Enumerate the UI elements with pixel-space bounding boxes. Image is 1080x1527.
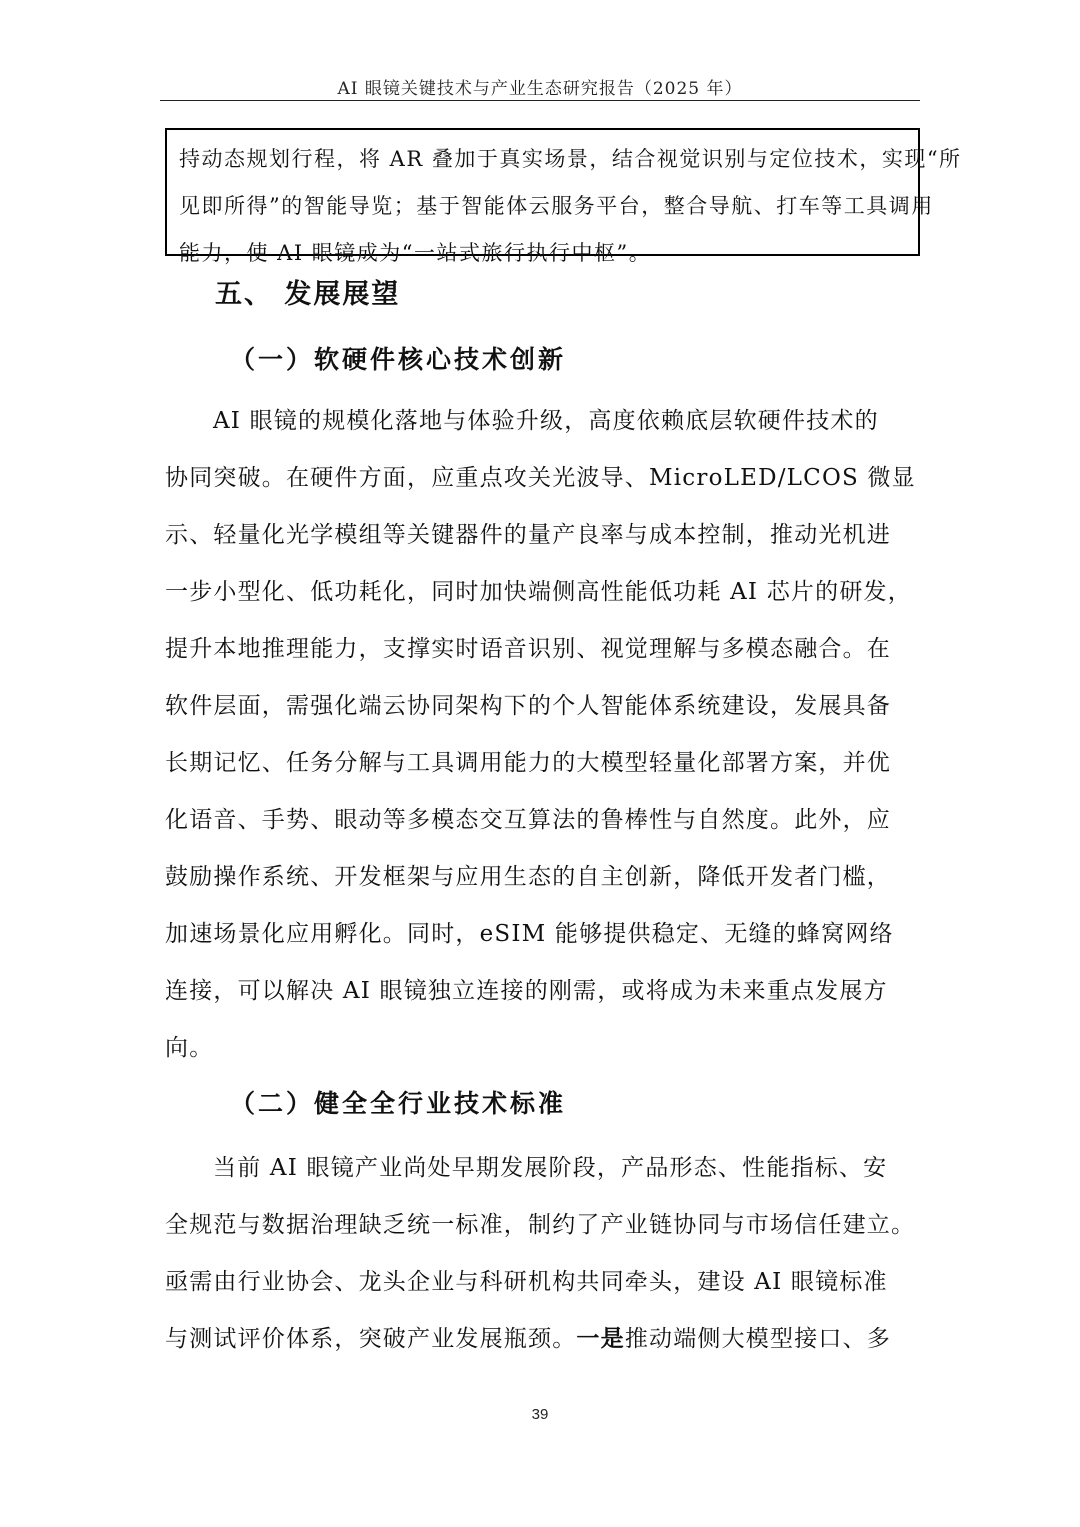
- subsection-title-1: （一）软硬件核心技术创新: [230, 345, 567, 374]
- paragraph-line: 一步小型化、低功耗化，同时加快端侧高性能低功耗 AI 芯片的研发，: [165, 579, 912, 605]
- boxed-excerpt-line: 持动态规划行程，将 AR 叠加于真实场景，结合视觉识别与定位技术，实现“所: [179, 147, 962, 171]
- paragraph-line: 当前 AI 眼镜产业尚处早期发展阶段，产品形态、性能指标、安: [213, 1155, 888, 1181]
- paragraph-line: 全规范与数据治理缺乏统一标准，制约了产业链协同与市场信任建立。: [165, 1212, 916, 1238]
- page-number: 39: [531, 1406, 549, 1423]
- paragraph-line: 长期记忆、任务分解与工具调用能力的大模型轻量化部署方案，并优: [165, 750, 891, 776]
- paragraph-line-tail: 推动端侧大模型接口、多: [624, 1326, 892, 1352]
- paragraph-line: 鼓励操作系统、开发框架与应用生态的自主创新，降低开发者门槛，: [165, 864, 891, 890]
- paragraph-line: 加速场景化应用孵化。同时，eSIM 能够提供稳定、无缝的蜂窝网络: [165, 921, 894, 947]
- paragraph-line: 亟需由行业协会、龙头企业与科研机构共同牵头，建设 AI 眼镜标准: [165, 1269, 888, 1295]
- paragraph-line: 软件层面，需强化端云协同架构下的个人智能体系统建设，发展具备: [165, 693, 891, 719]
- header-divider: [160, 100, 920, 101]
- paragraph-line: 提升本地推理能力，支撑实时语音识别、视觉理解与多模态融合。在: [165, 636, 891, 662]
- paragraph-line: 向。: [165, 1035, 214, 1061]
- paragraph-line: 示、轻量化光学模组等关键器件的量产良率与成本控制，推动光机进: [165, 522, 891, 548]
- paragraph-line: 协同突破。在硬件方面，应重点攻关光波导、MicroLED/LCOS 微显: [165, 465, 916, 491]
- section-title: 五、 发展展望: [215, 279, 401, 310]
- subsection-title-2: （二）健全全行业技术标准: [230, 1089, 567, 1118]
- boxed-excerpt-line: 能力，使 AI 眼镜成为“一站式旅行执行中枢”。: [179, 241, 652, 265]
- paragraph-line-text: 与测试评价体系，突破产业发展瓶颈。: [165, 1326, 577, 1352]
- bold-lead-text: 一是: [576, 1325, 625, 1352]
- paragraph-line: [165, 1320, 891, 1353]
- paragraph-line: 连接，可以解决 AI 眼镜独立连接的刚需，或将成为未来重点发展方: [165, 978, 888, 1004]
- paragraph-line: 化语音、手势、眼动等多模态交互算法的鲁棒性与自然度。此外，应: [165, 807, 891, 833]
- boxed-excerpt-line: 见即所得”的智能导览；基于智能体云服务平台，整合导航、打车等工具调用: [179, 194, 934, 218]
- running-header: AI 眼镜关键技术与产业生态研究报告（2025 年）: [337, 79, 743, 99]
- boxed-excerpt: [165, 128, 962, 265]
- paragraph-line: AI 眼镜的规模化落地与体验升级，高度依赖底层软硬件技术的: [213, 408, 879, 434]
